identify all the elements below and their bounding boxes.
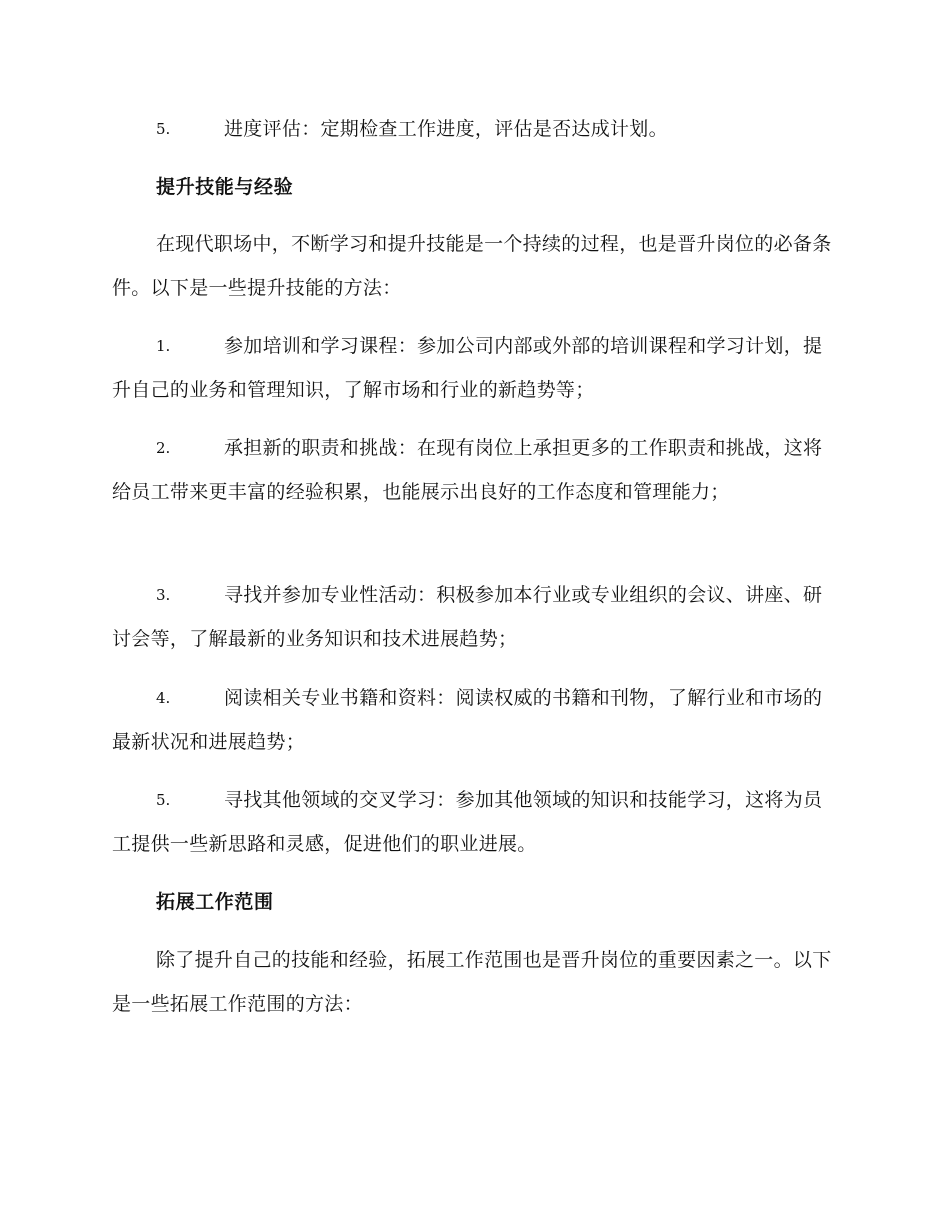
section-heading-scope: 拓展工作范围	[156, 891, 274, 913]
list-item-number: 4.	[156, 689, 171, 707]
list-item	[112, 676, 836, 764]
list-item-text: 承担新的职责和挑战：在现有岗位上承担更多的工作职责和挑战，这将给员工带来更丰富的经验积累，也能展示出良好的工作态度和管理能力；	[112, 437, 823, 503]
list-item-number: 1.	[156, 337, 171, 355]
section-intro-paragraph: 除了提升自己的技能和经验，拓展工作范围也是晋升岗位的重要因素之一。以下是一些拓展工作范围的方法：	[112, 949, 832, 1015]
section-intro-paragraph: 在现代职场中，不断学习和提升技能是一个持续的过程，也是晋升岗位的必备条件。以下是一些提升技能的方法：	[112, 233, 832, 299]
list-item-text: 进度评估：定期检查工作进度，评估是否达成计划。	[224, 118, 668, 140]
list-item-text: 参加培训和学习课程：参加公司内部或外部的培训课程和学习计划，提升自己的业务和管理知识，了解市场和行业的新趋势等；	[112, 335, 823, 401]
list-item-number: 5.	[156, 791, 171, 809]
list-item-number: 5.	[156, 120, 171, 138]
list-item	[112, 778, 836, 866]
list-item-text: 寻找并参加专业性活动：积极参加本行业或专业组织的会议、讲座、研讨会等，了解最新的业务知识和技术进展趋势；	[112, 584, 823, 650]
list-item	[112, 426, 836, 514]
list-item-number: 2.	[156, 439, 171, 457]
section-heading-skills: 提升技能与经验	[156, 176, 294, 198]
list-item	[112, 107, 836, 151]
list-item-number: 3.	[156, 586, 171, 604]
list-item	[112, 324, 836, 412]
list-item-text: 阅读相关专业书籍和资料：阅读权威的书籍和刊物，了解行业和市场的最新状况和进展趋势；	[112, 687, 823, 753]
list-item	[112, 573, 836, 661]
list-item-text: 寻找其他领域的交叉学习：参加其他领域的知识和技能学习，这将为员工提供一些新思路和灵感，促进他们的职业进展。	[112, 789, 823, 855]
